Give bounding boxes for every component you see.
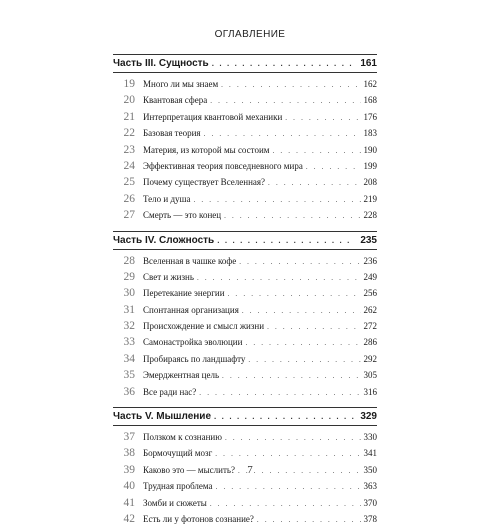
part-heading <box>113 231 377 250</box>
part-title: Часть IV. Сложность <box>113 234 215 246</box>
dot-leader <box>214 412 354 421</box>
dot-leader <box>210 97 360 105</box>
part-page: 329 <box>360 411 377 423</box>
chapter-page: 378 <box>363 513 377 524</box>
chapter-number: 32 <box>123 320 135 333</box>
part-heading <box>113 54 377 73</box>
dot-leader <box>257 516 361 524</box>
chapter-page: 208 <box>363 177 377 188</box>
chapter-title: Ползком к сознанию <box>143 432 222 443</box>
dot-leader <box>221 81 360 89</box>
toc-entry <box>113 336 377 352</box>
chapter-page: 176 <box>363 111 377 122</box>
toc-entry <box>113 480 377 496</box>
toc-entry <box>113 209 377 225</box>
chapter-page: 262 <box>363 304 377 315</box>
chapter-page: 330 <box>363 432 377 443</box>
chapter-title: Почему существует Вселенная? <box>143 177 266 188</box>
chapter-page: 363 <box>363 481 377 492</box>
dot-leader <box>228 290 361 298</box>
chapter-title: Каково это — мыслить? <box>143 464 235 475</box>
chapter-number: 24 <box>123 159 135 172</box>
dot-leader <box>216 483 361 491</box>
toc-entry <box>113 111 377 127</box>
chapter-page: 286 <box>363 337 377 348</box>
dot-leader <box>245 339 360 347</box>
dot-leader <box>239 258 360 266</box>
chapter-number: 40 <box>123 480 135 493</box>
toc-entry <box>113 386 377 402</box>
dot-leader <box>217 236 354 245</box>
table-of-contents <box>113 54 377 529</box>
chapter-number: 39 <box>123 463 135 476</box>
chapter-number: 41 <box>123 496 135 509</box>
dot-leader <box>272 147 360 155</box>
chapter-number: 30 <box>123 287 135 300</box>
chapter-title: Тело и душа <box>143 193 191 204</box>
chapter-number: 27 <box>123 209 135 222</box>
page-header: ОГЛАВЛЕНИЕ <box>214 29 286 40</box>
chapter-page: 316 <box>363 386 377 397</box>
toc-entry <box>113 160 377 176</box>
chapter-title: Эмерджентная цель <box>143 370 220 381</box>
toc-entry <box>113 513 377 529</box>
page-number: 7 <box>247 464 253 476</box>
dot-leader <box>285 114 360 122</box>
dot-leader <box>306 163 361 171</box>
chapter-number: 36 <box>123 385 135 398</box>
toc-entry <box>113 320 377 336</box>
chapter-number: 19 <box>123 78 135 90</box>
chapter-title: Много ли мы знаем <box>143 79 219 89</box>
chapter-page: 341 <box>363 448 377 459</box>
dot-leader <box>197 274 361 282</box>
chapter-title: Квантовая сфера <box>143 95 208 106</box>
chapter-title: Самонастройка эволюции <box>143 337 243 348</box>
part-heading <box>113 407 377 426</box>
chapter-page: 190 <box>363 144 377 155</box>
chapter-page: 219 <box>363 193 377 204</box>
part-page: 161 <box>360 58 377 69</box>
chapter-title: Базовая теория <box>143 128 201 139</box>
chapter-title: Перетекание энергии <box>143 288 225 299</box>
part-title: Часть III. Сущность <box>113 58 209 69</box>
chapter-page: 249 <box>363 271 377 282</box>
chapter-number: 33 <box>123 336 135 349</box>
chapter-number: 25 <box>123 176 135 189</box>
chapter-page: 370 <box>363 497 377 508</box>
chapter-page: 162 <box>363 79 377 89</box>
chapter-page: 305 <box>363 370 377 381</box>
toc-entry <box>113 353 377 369</box>
toc-entry <box>113 127 377 143</box>
chapter-title: Пробираясь по ландшафту <box>143 353 246 364</box>
chapter-number: 29 <box>123 270 135 283</box>
chapter-title: Трудная проблема <box>143 481 213 492</box>
chapter-page: 236 <box>363 255 377 266</box>
chapter-page: 272 <box>363 321 377 332</box>
chapter-title: Все ради нас? <box>143 386 197 397</box>
chapter-page: 199 <box>363 160 377 171</box>
toc-entry <box>113 287 377 303</box>
dot-leader <box>199 389 360 397</box>
dot-leader <box>222 372 360 380</box>
chapter-title: Есть ли у фотонов сознание? <box>143 513 254 524</box>
dot-leader <box>224 212 360 220</box>
chapter-number: 23 <box>123 143 135 156</box>
chapter-number: 28 <box>123 254 135 267</box>
dot-leader <box>210 500 361 508</box>
chapter-title: Интерпретация квантовой механики <box>143 111 283 122</box>
dot-leader <box>225 434 361 442</box>
chapter-page: 183 <box>363 128 377 139</box>
chapter-title: Свет и жизнь <box>143 271 194 282</box>
toc-entry <box>113 447 377 463</box>
chapter-number: 37 <box>123 431 135 444</box>
chapter-number: 22 <box>123 127 135 140</box>
chapter-number: 21 <box>123 110 135 123</box>
chapter-number: 42 <box>123 512 135 525</box>
chapter-number: 26 <box>123 192 135 205</box>
chapter-title: Происхождение и смысл жизни <box>143 321 265 332</box>
chapter-page: 168 <box>363 95 377 106</box>
toc-entry <box>113 176 377 192</box>
toc-entry <box>113 255 377 271</box>
chapter-title: Эффективная теория повседневного мира <box>143 160 303 171</box>
chapter-page: 350 <box>363 464 377 475</box>
toc-entry <box>113 78 377 94</box>
dot-leader <box>193 196 360 204</box>
chapter-number: 38 <box>123 447 135 460</box>
dot-leader <box>212 59 355 68</box>
chapter-title: Смерть — это конец <box>143 210 222 221</box>
chapter-number: 35 <box>123 369 135 382</box>
toc-entry <box>113 193 377 209</box>
chapter-number: 20 <box>123 94 135 107</box>
toc-entry <box>113 144 377 160</box>
chapter-title: Вселенная в чашке кофе <box>143 255 237 266</box>
toc-entry <box>113 304 377 320</box>
toc-entry <box>113 497 377 513</box>
dot-leader <box>242 307 361 315</box>
toc-entry <box>113 94 377 110</box>
chapter-page: 256 <box>363 288 377 299</box>
chapter-title: Зомби и сюжеты <box>143 497 207 508</box>
chapter-page: 292 <box>363 353 377 364</box>
chapter-number: 31 <box>123 303 135 316</box>
chapter-title: Спонтанная организация <box>143 304 239 315</box>
chapter-title: Материя, из которой мы состоим <box>143 144 270 155</box>
chapter-page: 228 <box>363 210 377 221</box>
toc-entry <box>113 369 377 385</box>
chapter-title: Бормочущий мозг <box>143 448 213 459</box>
part-page: 235 <box>360 234 377 246</box>
toc-entry <box>113 271 377 287</box>
part-title: Часть V. Мышление <box>113 411 212 423</box>
chapter-number: 34 <box>123 352 135 365</box>
toc-entry <box>113 431 377 447</box>
dot-leader <box>215 450 360 458</box>
dot-leader <box>204 130 361 138</box>
dot-leader <box>267 323 360 331</box>
dot-leader <box>268 179 360 187</box>
dot-leader <box>248 356 360 364</box>
